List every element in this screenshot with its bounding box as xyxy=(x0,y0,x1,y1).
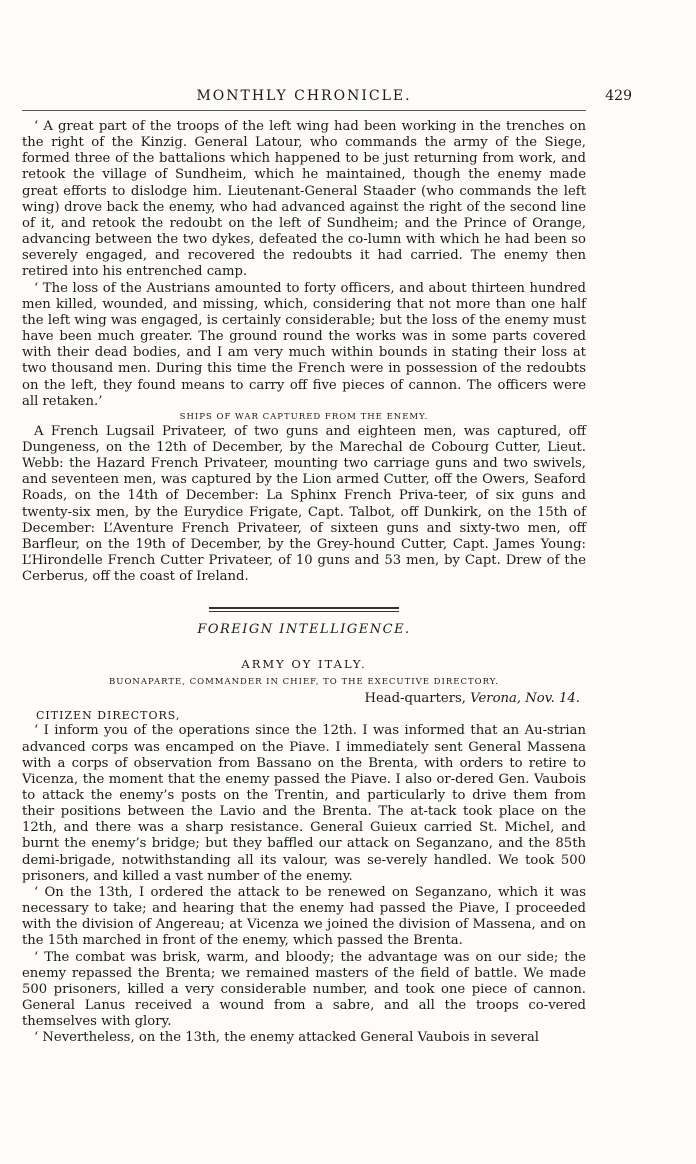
dateline xyxy=(22,691,586,706)
body-paragraph: ‘ On the 13th, I ordered the attack to be renewed on Seganzano, which it was necessary to take; and hearing that the enemy had passed the Piave, I proceeded with the division of Angereau; at Vicenza we joined the division of Massena, and on the 15th marched in front of the enemy, which passed the Brenta. xyxy=(22,884,586,949)
dateline-place: Verona, Nov. 14. xyxy=(470,691,580,707)
running-title: MONTHLY CHRONICLE. xyxy=(196,88,412,104)
body-paragraph: ‘ A great part of the troops of the left wing had been working in the trenches on the right of the Kinzig. General Latour, who commands the army of the Siege, formed three of the battalions which happened to be just returning from work, and retook the village of Sundheim, which he maintained, though the enemy made great efforts to dislodge him. Lieutenant-General Staader (who commands the left wing) drove back the enemy, who had advanced against the right of the second line of it, and retook the redoubt on the left of Sundheim; and the Prince of Orange, advancing between the two dykes, defeated the co-lumn with which he had been so severely engaged, and recovered the redoubts it had carried. The enemy then retired into his entrenched camp. xyxy=(22,119,586,280)
body-paragraph: ‘ Nevertheless, on the 13th, the enemy attacked General Vaubois in several xyxy=(34,1030,539,1046)
salutation: CITIZEN DIRECTORS, xyxy=(36,709,181,723)
section-divider xyxy=(209,607,399,612)
ships-paragraph: A French Lugsail Privateer, of two guns and eighteen men, was captured, off Dungeness, on the 12th of December, by the Marechal de Cobourg Cutter, Lieut. Webb: the Hazard French Privateer, mounting two carriage guns and two swivels, and seventeen men, was captured by the Lion armed Cutter, off the Owers, Seaford Roads, on the 14th of December: La Sphinx French Priva-teer, of six guns and twenty-six men, by the Eurydice Frigate, Capt. Talbot, off Dunkirk, on the 15th of December: L’Aventure French Privateer, of sixteen guns and sixty-two men, off Barfleur, on the 19th of December, by the Grey-hound Cutter, Capt. James Young: L’Hirondelle French Cutter Privateer, of 10 guns and 53 men, by Capt. Drew of the Cerberus, off the coast of Ireland. xyxy=(22,423,586,585)
running-header xyxy=(22,88,632,111)
body-paragraph: ‘ I inform you of the operations since the 12th. I was informed that an Au-strian advanced corps was encamped on the Piave. I immediately sent General Massena with a corps of observation from Bassano on the Brenta, with orders to retire to Vicenza, the moment that the enemy passed the Piave. I also or-dered Gen. Vaubois to attack the enemy’s posts on the Trentin, and particularly to drive them from their positions between the Lavio and the Brenta. The at-tack took place on the 12th, and there was a sharp resistance. General Guieux carried St. Michel, and burnt the enemy’s bridge; but they baffled our attack on Seganzano, and the 85th demi-brigade, notwithstanding all its valour, was se-verely handled. We took 500 prisoners, and killed a vast number of the enemy. xyxy=(22,723,586,884)
letter-heading: BUONAPARTE, COMMANDER IN CHIEF, TO THE EXECUTIVE DIRECTORY. xyxy=(109,677,499,688)
dateline-prefix: Head-quarters, xyxy=(364,691,471,707)
section-title: FOREIGN INTELLIGENCE. xyxy=(197,622,411,638)
body-paragraph: ‘ The combat was brisk, warm, and bloody; the advantage was on our side; the enemy repassed the Brenta; we remained masters of the field of battle. We made 500 prisoners, killed a very considerable number, and took one piece of cannon. General Lanus received a wound from a sabre, and all the troops co-vered themselves with glory. xyxy=(22,949,586,1030)
ships-heading: SHIPS OF WAR CAPTURED FROM THE ENEMY. xyxy=(179,411,429,422)
page-number: 429 xyxy=(605,88,632,104)
subhead: ARMY OY ITALY. xyxy=(241,657,367,672)
body-paragraph: ‘ The loss of the Austrians amounted to forty officers, and about thirteen hundred men killed, wounded, and missing, which, considering that not more than one half the left wing was engaged, is certainly considerable; but the loss of the enemy must have been much greater. The ground round the works was in some parts covered with their dead bodies, and I am very much within bounds in stating their loss at two thousand men. During this time the French were in possession of the redoubts on the left, they found means to carry off five pieces of cannon. The officers were all retaken.’ xyxy=(22,280,586,409)
